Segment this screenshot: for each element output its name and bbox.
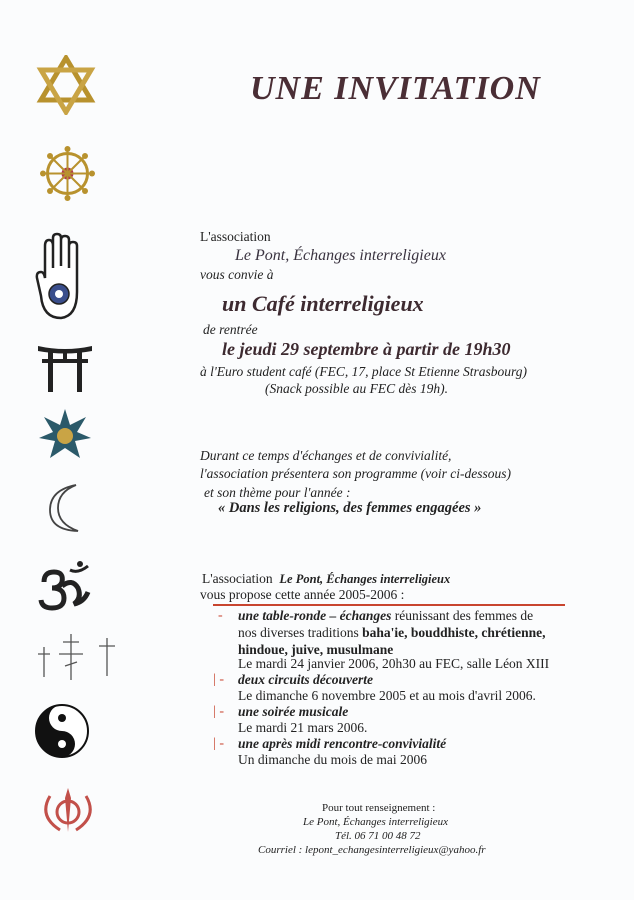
list-dash: | - — [213, 704, 224, 719]
divider — [213, 604, 565, 606]
program-line1: Durant ce temps d'échanges et de convivialité, — [200, 448, 452, 463]
crosses-icon — [35, 632, 125, 682]
list-dash: | - — [213, 672, 224, 687]
torii-icon — [36, 342, 94, 392]
list-item-line3: hindoue, juive, musulmane — [238, 642, 394, 657]
list-intro-line1: L'association Le Pont, Échanges interreligieux — [202, 571, 451, 586]
crescent-icon — [42, 482, 92, 534]
star-of-david-icon — [36, 55, 96, 115]
list-item-line2: Le mardi 21 mars 2006. — [238, 720, 368, 735]
list-item: une soirée musicale — [238, 704, 349, 719]
list-item-line2: nos diverses traditions baha'ie, bouddhiste, chrétienne, — [238, 625, 546, 640]
snack-note: (Snack possible au FEC dès 19h). — [265, 381, 448, 396]
list-item: deux circuits découverte — [238, 672, 373, 687]
intro-line3: vous convie à — [200, 267, 274, 282]
event-name: un Café interreligieux — [222, 291, 424, 316]
program-line3: et son thème pour l'année : — [204, 485, 351, 500]
theme: « Dans les religions, des femmes engagées » — [218, 500, 482, 516]
om-icon — [38, 560, 96, 612]
list-intro-line2: vous propose cette année 2005-2006 : — [200, 587, 405, 602]
intro-line5: de rentrée — [203, 322, 258, 337]
dharma-wheel-icon — [40, 146, 95, 201]
contact-email: Courriel : lepont_echangesinterreligieux@yahoo.fr — [258, 844, 486, 856]
list-item: une table-ronde – échanges réunissant des femmes de — [238, 608, 534, 623]
list-item-line2: Un dimanche du mois de mai 2006 — [238, 752, 427, 767]
yin-yang-icon — [34, 703, 90, 759]
contact-name: Le Pont, Échanges interreligieux — [303, 816, 449, 828]
contact-heading: Pour tout renseignement : — [322, 802, 436, 814]
list-dash: - — [218, 608, 223, 623]
intro-line1: L'association — [200, 229, 271, 244]
event-date: le jeudi 29 septembre à partir de 19h30 — [222, 339, 511, 359]
page-title: UNE INVITATION — [250, 70, 541, 107]
list-item: une après midi rencontre-convivialité — [238, 736, 447, 751]
association-name: Le Pont, Échanges interreligieux — [235, 247, 446, 264]
jain-hand-icon — [33, 232, 88, 322]
event-place: à l'Euro student café (FEC, 17, place St Etienne Strasbourg) — [200, 364, 527, 379]
list-dash: | - — [213, 736, 224, 751]
khanda-icon — [40, 786, 96, 836]
list-item-line2: Le dimanche 6 novembre 2005 et au mois d'avril 2006. — [238, 688, 536, 703]
list-item-line4: Le mardi 24 janvier 2006, 20h30 au FEC, salle Léon XIII — [238, 656, 550, 671]
contact-phone: Tél. 06 71 00 48 72 — [335, 830, 421, 842]
bahai-star-icon — [38, 408, 92, 462]
program-line2: l'association présentera son programme (voir ci-dessous) — [200, 466, 511, 481]
